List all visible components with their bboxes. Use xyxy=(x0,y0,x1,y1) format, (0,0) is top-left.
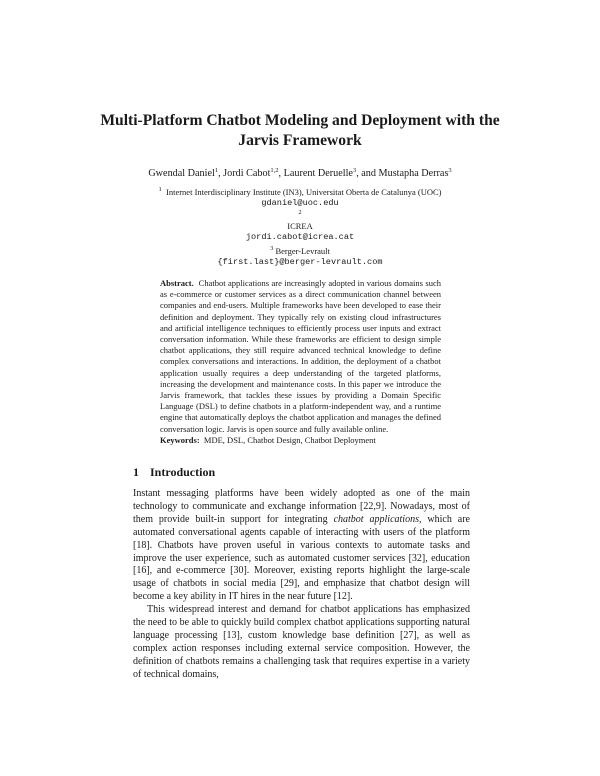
body-text xyxy=(133,488,470,682)
section-heading xyxy=(133,465,215,480)
affiliation-1 xyxy=(60,184,540,209)
paragraph: This widespread interest and demand for chatbot applications has emphasized the need to be able to quickly build complex chatbot applications supporting natural language processing [13], custom knowledge base definition [27], as well as complex action responses including external service composition. However, the definition of chatbots remains a challenging task that requires expertise in a variety of technical domains, xyxy=(133,604,470,680)
paragraph-text: Instant messaging platforms have been widely adopted as one of the main technology to communicate and exchange information [22,9]. Nowadays, most of them provide built-in support for integrating xyxy=(133,488,470,525)
affiliation-email: {first.last}@berger-levrault.com xyxy=(217,257,383,267)
section-title: Introduction xyxy=(150,465,216,479)
section-number: 1 xyxy=(133,465,139,479)
abstract-text: Chatbot applications are increasingly adopted in various domains such as e-commerce or customer services as a direct communication channel between companies and end-users. Multiple frameworks have been developed to ease their definition and deployment. They typically rely on existing cloud infrastructures and artificial intelligence techniques to efficiently process user inputs and extract conversation information. While these frameworks are efficient to design simple chatbot applications, they still require advanced technical knowledge to define complex conversations and interactions. In addition, the deployment of a chatbot application usually requires a deep understanding of the targeted platforms, increasing the development and maintenance costs. In this paper we introduce the Jarvis framework, that tackles these issues by providing a Domain Specific Language (DSL) to define chatbots in a platform-independent way, and a runtime engine that automatically deploys the chatbot application and manages the defined conversation logic. Jarvis is open source and fully available online. xyxy=(160,278,441,434)
author-name: Laurent Deruelle xyxy=(283,168,353,179)
keywords xyxy=(160,435,441,446)
paragraph-text: , which are automated conversational agents capable of interacting with users of the platform [18]. Chatbots have proven useful in various contexts to automate tasks and improve the user experience, such as automated customer services [32], education [16], and e-commerce [30]. Moreover, existing reports highlight the large-scale usage of chatbots in social media [29], and emphasize that chatbot design will become a key ability in IT hires in the near future [12]. xyxy=(133,513,470,603)
author-affiliation-mark: 3 xyxy=(352,167,357,174)
author-affiliation-mark: 1 xyxy=(214,167,219,174)
author-list xyxy=(60,164,540,180)
abstract-label: Abstract. xyxy=(160,278,194,288)
author-separator: , xyxy=(278,168,284,179)
keywords-label: Keywords: xyxy=(160,435,200,445)
affiliation-mark: 1 xyxy=(158,186,162,193)
affiliation-name: Berger-Levrault xyxy=(275,246,330,256)
abstract xyxy=(160,278,441,435)
emphasis-term: chatbot applications xyxy=(333,513,419,525)
author-name: Mustapha Derras xyxy=(378,168,449,179)
affiliation-email: gdaniel@uoc.edu xyxy=(261,198,339,208)
author-name: Jordi Cabot xyxy=(223,168,271,179)
author-separator: , and xyxy=(356,168,379,179)
affiliation-2 xyxy=(60,207,540,243)
author-affiliation-mark: 1,2 xyxy=(270,167,279,174)
affiliation-name: Internet Interdisciplinary Institute (IN3), Universitat Oberta de Catalunya (UOC) xyxy=(166,187,442,197)
author-affiliation-mark: 3 xyxy=(448,167,452,174)
author-name: Gwendal Daniel xyxy=(148,168,215,179)
affiliation-mark: 3 xyxy=(270,245,274,252)
affiliation-email: jordi.cabot@icrea.cat xyxy=(245,232,355,242)
paragraph xyxy=(133,488,470,604)
author-separator: , xyxy=(218,168,224,179)
keywords-text: MDE, DSL, Chatbot Design, Chatbot Deployment xyxy=(203,435,376,445)
affiliation-mark: 2 xyxy=(298,209,302,216)
affiliation-3 xyxy=(60,243,540,268)
affiliation-name: ICREA xyxy=(287,221,313,231)
paper-title: Multi-Platform Chatbot Modeling and Deployment with the Jarvis Framework xyxy=(100,112,500,149)
